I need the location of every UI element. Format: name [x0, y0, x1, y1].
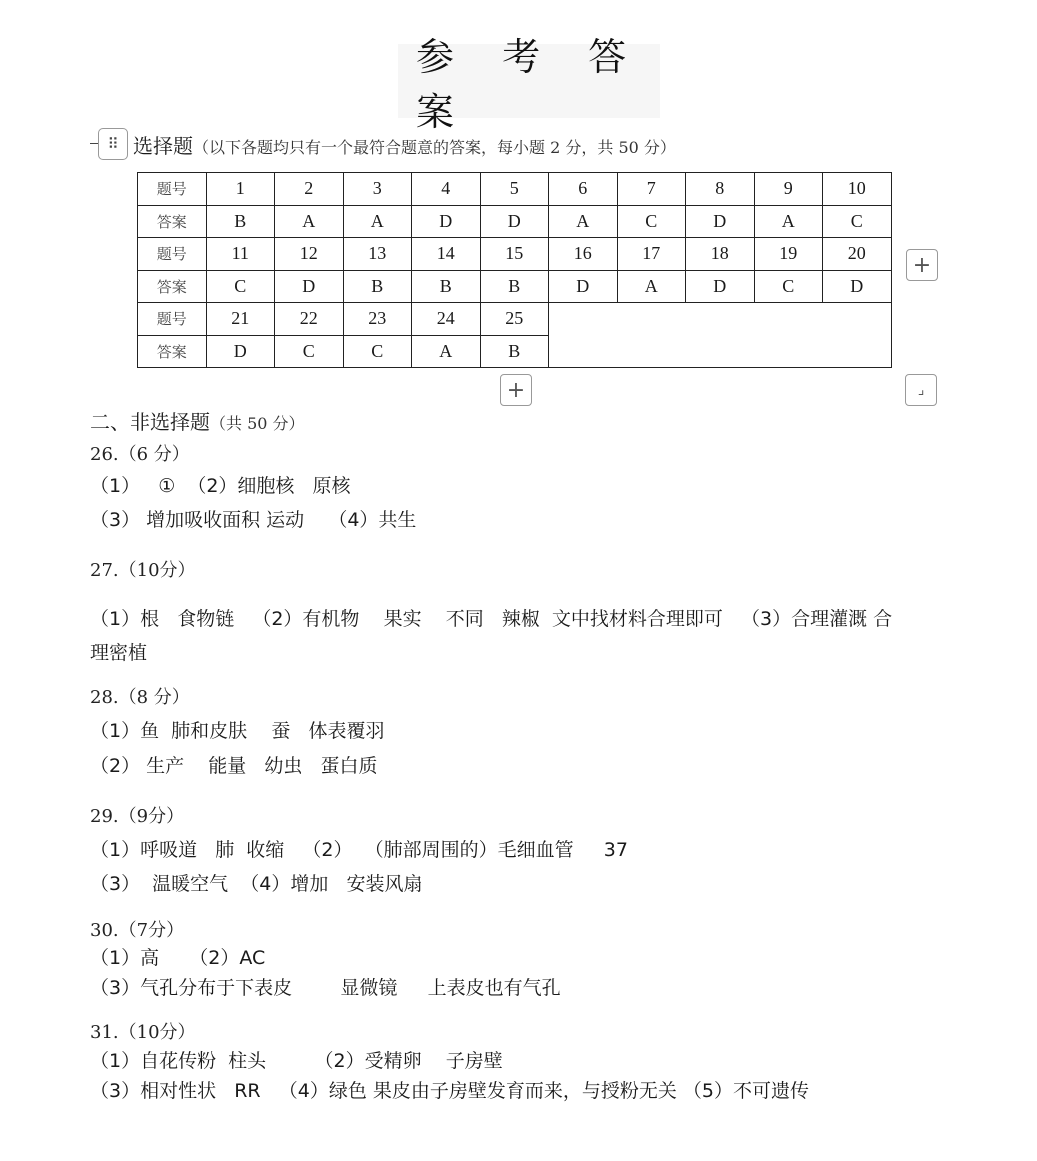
answer-table: [137, 172, 892, 368]
answer-cell: B: [412, 270, 481, 303]
answer-cell: D: [275, 270, 344, 303]
answer-cell: D: [686, 270, 755, 303]
question-number-cell: 11: [206, 238, 275, 271]
answer-cell: C: [617, 205, 686, 238]
answer-cell: D: [412, 205, 481, 238]
section2-title: 二、非选择题: [90, 410, 210, 434]
q28-line2: （2） 生产 能量 幼虫 蛋白质: [90, 755, 378, 777]
question-number-cell: 20: [823, 238, 892, 271]
page-title: 参 考 答 案: [416, 35, 645, 134]
q27-line1: （1）根 食物链 （2）有机物 果实 不同 辣椒 文中找材料合理即可 （3）合理灌溉 合: [90, 608, 893, 630]
question-number-cell: 12: [275, 238, 344, 271]
question-number-cell: 19: [754, 238, 823, 271]
question-number-cell: 2: [275, 173, 344, 206]
question-number-cell: 8: [686, 173, 755, 206]
question-number-cell: 7: [617, 173, 686, 206]
q27-line2: 理密植: [90, 642, 148, 664]
q29-line2: （3） 温暖空气 （4）增加 安装风扇: [90, 873, 423, 895]
add-row-button[interactable]: +: [500, 374, 532, 406]
answer-cell: B: [480, 270, 549, 303]
row-header-answer: 答案: [138, 335, 207, 368]
question-number-cell: 10: [823, 173, 892, 206]
question-number-cell: 21: [206, 303, 275, 336]
q28-line1: （1）鱼 肺和皮肤 蚕 体表覆羽: [90, 720, 385, 742]
section2-note: （共 50 分）: [210, 414, 305, 433]
question-number-cell: 24: [412, 303, 481, 336]
q31-heading: 31.（10分）: [90, 1022, 196, 1043]
question-number-cell: 5: [480, 173, 549, 206]
row-header-answer: 答案: [138, 205, 207, 238]
question-number-cell: 16: [549, 238, 618, 271]
resize-handle-icon[interactable]: ⌟: [905, 374, 937, 406]
q26-line1: （1） ① （2）细胞核 原核: [90, 475, 351, 497]
question-number-cell: 3: [343, 173, 412, 206]
question-number-cell: 13: [343, 238, 412, 271]
answer-cell: A: [343, 205, 412, 238]
question-number-cell: 14: [412, 238, 481, 271]
question-number-cell: 23: [343, 303, 412, 336]
answer-cell: A: [549, 205, 618, 238]
section2-heading: [90, 406, 305, 435]
question-number-cell: 22: [275, 303, 344, 336]
drag-handle-icon[interactable]: ⠿: [98, 128, 128, 160]
section1-heading: [133, 130, 676, 159]
row-header-number: 题号: [138, 238, 207, 271]
title-box: [398, 35, 660, 134]
q29-heading: 29.（9分）: [90, 806, 185, 827]
answer-cell: D: [206, 335, 275, 368]
q31-line1: （1）自花传粉 柱头 （2）受精卵 子房壁: [90, 1050, 503, 1072]
row-header-answer: 答案: [138, 270, 207, 303]
table-row: [138, 303, 892, 336]
answer-cell: A: [754, 205, 823, 238]
empty-cell: [549, 303, 892, 368]
q30-line2: （3）气孔分布于下表皮 显微镜 上表皮也有气孔: [90, 977, 561, 999]
answer-cell: B: [206, 205, 275, 238]
answer-cell: D: [549, 270, 618, 303]
question-number-cell: 6: [549, 173, 618, 206]
q26-heading: 26.（6 分）: [90, 444, 190, 465]
question-number-cell: 15: [480, 238, 549, 271]
answer-cell: C: [275, 335, 344, 368]
answer-cell: C: [754, 270, 823, 303]
q30-line1: （1）高 （2）AC: [90, 947, 266, 969]
question-number-cell: 4: [412, 173, 481, 206]
answer-cell: A: [412, 335, 481, 368]
add-column-button[interactable]: +: [906, 249, 938, 281]
question-number-cell: 1: [206, 173, 275, 206]
handle-stub: [90, 143, 98, 144]
answer-cell: C: [206, 270, 275, 303]
answer-cell: B: [480, 335, 549, 368]
section1-note: （以下各题均只有一个最符合题意的答案，每小题 2 分，共 50 分）: [193, 138, 676, 157]
answer-cell: D: [686, 205, 755, 238]
table-row: [138, 238, 892, 271]
q28-heading: 28.（8 分）: [90, 687, 190, 708]
row-header-number: 题号: [138, 173, 207, 206]
q29-line1: （1）呼吸道 肺 收缩 （2） （肺部周围的）毛细血管 37: [90, 839, 628, 861]
answer-cell: C: [343, 335, 412, 368]
section1-title: 选择题: [133, 134, 193, 158]
q27-heading: 27.（10分）: [90, 560, 196, 581]
answer-cell: A: [617, 270, 686, 303]
answer-cell: D: [480, 205, 549, 238]
question-number-cell: 17: [617, 238, 686, 271]
answer-cell: B: [343, 270, 412, 303]
q30-heading: 30.（7分）: [90, 920, 185, 941]
answer-cell: C: [823, 205, 892, 238]
table-row: [138, 270, 892, 303]
row-header-number: 题号: [138, 303, 207, 336]
q31-line2: （3）相对性状 RR （4）绿色 果皮由子房壁发育而来，与授粉无关 （5）不可遗传: [90, 1080, 809, 1102]
table-row: [138, 173, 892, 206]
question-number-cell: 9: [754, 173, 823, 206]
question-number-cell: 25: [480, 303, 549, 336]
q26-line2: （3） 增加吸收面积 运动 （4）共生: [90, 509, 417, 531]
answer-cell: A: [275, 205, 344, 238]
question-number-cell: 18: [686, 238, 755, 271]
answer-cell: D: [823, 270, 892, 303]
table-row: [138, 205, 892, 238]
